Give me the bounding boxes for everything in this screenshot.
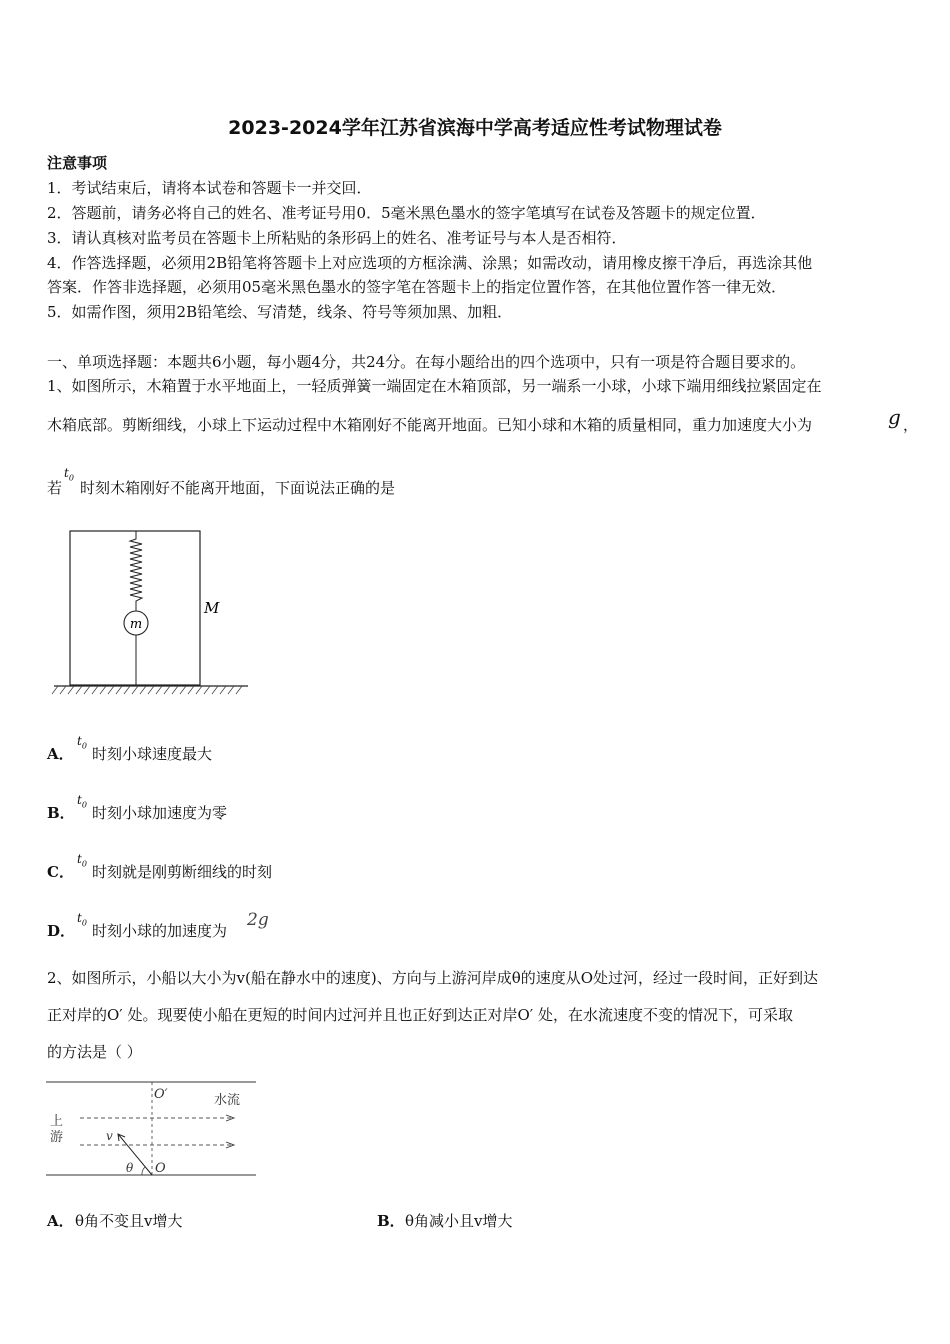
q2-option-a-label: A．: [47, 1212, 74, 1230]
q2-stem-line1: 2、如图所示，小船以大小为v(船在静水中的速度)、方向与上游河岸成θ的速度从O处过河，经过一段时间，正好到达: [47, 969, 819, 987]
flow-label: 水流: [214, 1093, 241, 1108]
q1-stem-line3: 时刻木箱刚好不能离开地面，下面说法正确的是: [80, 479, 396, 497]
notice-item: 答案．作答非选择题，必须用05毫米黑色墨水的签字笔在答题卡上的指定位置作答，在其他位置作答一律无效．: [47, 278, 787, 296]
spring: [130, 531, 142, 611]
option-a-label: A．: [47, 745, 74, 763]
q1-figure-box-spring: [40, 525, 260, 705]
q1-stem-line1: 1、如图所示，木箱置于水平地面上，一轻质弹簧一端固定在木箱顶部，另一端系一小球，小球下端用细线拉紧固定在: [47, 377, 822, 395]
option-d-text: 时刻小球的加速度为: [92, 922, 228, 940]
section-heading: 一、单项选择题：本题共6小题，每小题4分，共24分。在每小题给出的四个选项中，只有一项是符合题目要求的。: [47, 353, 806, 371]
notice-item: 2．答题前，请务必将自己的姓名、准考证号用0．5毫米黑色墨水的签字笔填写在试卷及答题卡的规定位置．: [47, 204, 766, 222]
q1-stem-line3-prefix: 若: [47, 479, 63, 497]
option-b-text: 时刻小球加速度为零: [92, 804, 228, 822]
o-label: O: [155, 1161, 166, 1176]
option-d-t0: $t_0$: [77, 911, 87, 928]
option-a-t0: $t_0$: [77, 734, 87, 751]
option-b-t0: $t_0$: [77, 793, 87, 810]
q1-t0-symbol: $t_0$: [64, 466, 74, 483]
notice-item: 4．作答选择题，必须用2B铅笔将答题卡上对应选项的方框涂满、涂黑；如需改动，请用橡皮擦干净后，再选涂其他: [47, 254, 813, 272]
theta-label: θ: [126, 1161, 134, 1175]
option-d-formula: 2g: [247, 910, 269, 930]
q1-comma: ，: [903, 416, 919, 434]
ground-hatching: [52, 686, 242, 694]
velocity-vector: [118, 1134, 152, 1175]
option-c-text: 时刻就是刚剪断细线的时刻: [92, 863, 273, 881]
q2-option-a-text: θ角不变且v增大: [75, 1212, 183, 1230]
q2-stem-line3: 的方法是（ ）: [47, 1043, 142, 1061]
q1-stem-line2: 木箱底部。剪断细线，小球上下运动过程中木箱刚好不能离开地面。已知小球和木箱的质量相同，重力加速度大小为: [47, 416, 813, 434]
q2-option-b-label: B．: [377, 1212, 405, 1230]
ball-label: m: [129, 617, 143, 632]
upstream-label: 上: [50, 1114, 64, 1129]
page-title: 2023-2024学年江苏省滨海中学高考适应性考试物理试卷: [228, 117, 722, 139]
notice-item: 5．如需作图，须用2B铅笔绘、写清楚，线条、符号等须加黑、加粗．: [47, 303, 513, 321]
option-b-label: B．: [47, 804, 75, 822]
option-a-text: 时刻小球速度最大: [92, 745, 213, 763]
option-c-t0: $t_0$: [77, 852, 87, 869]
notice-heading: 注意事项: [47, 154, 108, 172]
q2-stem-line2: 正对岸的O′ 处。现要使小船在更短的时间内过河并且也正好到达正对岸O′ 处，在水流速度不变的情况下，可采取: [47, 1006, 793, 1024]
option-c-label: C．: [47, 863, 74, 881]
box-label: M: [204, 599, 220, 617]
upstream-label: 游: [50, 1130, 64, 1145]
q2-option-b-text: θ角减小且v增大: [405, 1212, 513, 1230]
q1-g-symbol: g: [888, 405, 901, 429]
v-label: v: [106, 1129, 113, 1143]
notice-item: 1．考试结束后，请将本试卷和答题卡一并交回．: [47, 179, 372, 197]
notice-item: 3．请认真核对监考员在答题卡上所粘贴的条形码上的姓名、准考证号与本人是否相符．: [47, 229, 627, 247]
angle-arc: [142, 1167, 145, 1175]
q2-figure-river: [42, 1076, 262, 1182]
option-d-label: D．: [47, 922, 76, 940]
o-prime-label: O′: [154, 1087, 168, 1102]
